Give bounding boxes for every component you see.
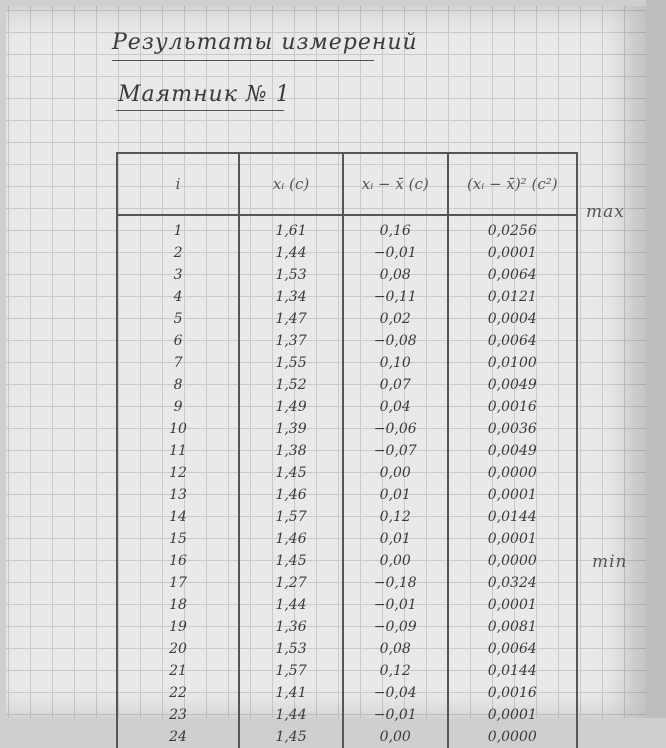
table-row — [117, 215, 577, 242]
cell-deviation: 0,04 — [343, 396, 448, 418]
subtitle-underline — [116, 110, 284, 111]
max-note: max — [586, 202, 625, 222]
table-row — [117, 286, 577, 308]
header-index: i — [117, 153, 239, 215]
cell-x: 1,45 — [239, 550, 343, 572]
cell-deviation-squared: 0,0000 — [448, 726, 577, 748]
cell-deviation-squared: 0,0016 — [448, 396, 577, 418]
cell-index: 10 — [117, 418, 239, 440]
table-row — [117, 396, 577, 418]
table-row — [117, 594, 577, 616]
cell-x: 1,55 — [239, 352, 343, 374]
cell-deviation-squared: 0,0000 — [448, 550, 577, 572]
cell-deviation: 0,12 — [343, 660, 448, 682]
cell-x: 1,39 — [239, 418, 343, 440]
cell-deviation-squared: 0,0324 — [448, 572, 577, 594]
header-deviation-squared: (xᵢ − x̄)² (c²) — [448, 153, 577, 215]
cell-x: 1,44 — [239, 242, 343, 264]
cell-deviation: 0,10 — [343, 352, 448, 374]
cell-x: 1,46 — [239, 484, 343, 506]
cell-x: 1,44 — [239, 594, 343, 616]
cell-index: 22 — [117, 682, 239, 704]
cell-x: 1,53 — [239, 638, 343, 660]
cell-deviation: 0,01 — [343, 528, 448, 550]
cell-deviation: 0,00 — [343, 726, 448, 748]
cell-index: 16 — [117, 550, 239, 572]
cell-deviation: 0,00 — [343, 550, 448, 572]
cell-index: 6 — [117, 330, 239, 352]
cell-deviation: −0,07 — [343, 440, 448, 462]
cell-deviation-squared: 0,0144 — [448, 506, 577, 528]
cell-index: 21 — [117, 660, 239, 682]
table-row — [117, 550, 577, 572]
table-row — [117, 616, 577, 638]
cell-deviation-squared: 0,0016 — [448, 682, 577, 704]
table-row — [117, 462, 577, 484]
cell-deviation-squared: 0,0081 — [448, 616, 577, 638]
cell-index: 9 — [117, 396, 239, 418]
cell-deviation-squared: 0,0036 — [448, 418, 577, 440]
cell-index: 20 — [117, 638, 239, 660]
measurement-table — [116, 152, 578, 748]
cell-x: 1,34 — [239, 286, 343, 308]
table-row — [117, 242, 577, 264]
cell-deviation-squared: 0,0100 — [448, 352, 577, 374]
cell-deviation-squared: 0,0001 — [448, 528, 577, 550]
cell-deviation-squared: 0,0001 — [448, 484, 577, 506]
cell-deviation: 0,08 — [343, 264, 448, 286]
cell-index: 24 — [117, 726, 239, 748]
table-row — [117, 682, 577, 704]
cell-x: 1,47 — [239, 308, 343, 330]
cell-x: 1,49 — [239, 396, 343, 418]
cell-index: 13 — [117, 484, 239, 506]
cell-index: 1 — [117, 215, 239, 242]
cell-index: 23 — [117, 704, 239, 726]
cell-x: 1,41 — [239, 682, 343, 704]
table-row — [117, 484, 577, 506]
cell-index: 7 — [117, 352, 239, 374]
cell-deviation-squared: 0,0121 — [448, 286, 577, 308]
cell-index: 2 — [117, 242, 239, 264]
header-x: xᵢ (c) — [239, 153, 343, 215]
cell-x: 1,44 — [239, 704, 343, 726]
table-row — [117, 660, 577, 682]
cell-index: 12 — [117, 462, 239, 484]
table-row — [117, 440, 577, 462]
title-underline — [112, 60, 374, 61]
cell-x: 1,57 — [239, 660, 343, 682]
cell-deviation-squared: 0,0001 — [448, 242, 577, 264]
cell-index: 4 — [117, 286, 239, 308]
cell-x: 1,38 — [239, 440, 343, 462]
cell-x: 1,37 — [239, 330, 343, 352]
cell-index: 11 — [117, 440, 239, 462]
page-edge-shadow — [646, 0, 666, 718]
cell-deviation: 0,16 — [343, 215, 448, 242]
cell-x: 1,36 — [239, 616, 343, 638]
cell-x: 1,61 — [239, 215, 343, 242]
cell-deviation: 0,12 — [343, 506, 448, 528]
cell-deviation-squared: 0,0256 — [448, 215, 577, 242]
cell-deviation-squared: 0,0049 — [448, 440, 577, 462]
cell-deviation-squared: 0,0049 — [448, 374, 577, 396]
cell-index: 19 — [117, 616, 239, 638]
cell-x: 1,52 — [239, 374, 343, 396]
title-pendulum: Маятник № 1 — [118, 82, 291, 107]
cell-deviation: −0,11 — [343, 286, 448, 308]
cell-deviation: −0,01 — [343, 594, 448, 616]
cell-deviation: 0,00 — [343, 462, 448, 484]
table-header-row — [117, 153, 577, 215]
cell-deviation: 0,01 — [343, 484, 448, 506]
table-row — [117, 352, 577, 374]
table-row — [117, 308, 577, 330]
cell-deviation: −0,06 — [343, 418, 448, 440]
table-row — [117, 506, 577, 528]
cell-index: 15 — [117, 528, 239, 550]
table-row — [117, 572, 577, 594]
cell-deviation-squared: 0,0064 — [448, 264, 577, 286]
cell-deviation: −0,18 — [343, 572, 448, 594]
cell-x: 1,46 — [239, 528, 343, 550]
cell-deviation: −0,01 — [343, 704, 448, 726]
table-row — [117, 330, 577, 352]
table-body — [117, 215, 577, 748]
cell-deviation-squared: 0,0004 — [448, 308, 577, 330]
cell-deviation-squared: 0,0000 — [448, 462, 577, 484]
cell-deviation-squared: 0,0144 — [448, 660, 577, 682]
cell-deviation: 0,08 — [343, 638, 448, 660]
cell-deviation: −0,09 — [343, 616, 448, 638]
cell-index: 5 — [117, 308, 239, 330]
cell-x: 1,53 — [239, 264, 343, 286]
cell-x: 1,27 — [239, 572, 343, 594]
cell-deviation-squared: 0,0001 — [448, 594, 577, 616]
table-row — [117, 264, 577, 286]
table-row — [117, 638, 577, 660]
cell-deviation-squared: 0,0064 — [448, 330, 577, 352]
cell-deviation: −0,08 — [343, 330, 448, 352]
cell-deviation: −0,01 — [343, 242, 448, 264]
cell-x: 1,57 — [239, 506, 343, 528]
cell-x: 1,45 — [239, 462, 343, 484]
cell-index: 14 — [117, 506, 239, 528]
table-row — [117, 726, 577, 748]
title-results: Результаты измерений — [112, 30, 418, 55]
min-note: min — [592, 552, 628, 572]
cell-index: 8 — [117, 374, 239, 396]
table-row — [117, 374, 577, 396]
table-row — [117, 418, 577, 440]
cell-index: 17 — [117, 572, 239, 594]
table-row — [117, 528, 577, 550]
cell-deviation: 0,07 — [343, 374, 448, 396]
cell-index: 18 — [117, 594, 239, 616]
cell-deviation: 0,02 — [343, 308, 448, 330]
table-row — [117, 704, 577, 726]
cell-index: 3 — [117, 264, 239, 286]
cell-deviation-squared: 0,0064 — [448, 638, 577, 660]
cell-x: 1,45 — [239, 726, 343, 748]
cell-deviation: −0,04 — [343, 682, 448, 704]
cell-deviation-squared: 0,0001 — [448, 704, 577, 726]
header-deviation: xᵢ − x̄ (c) — [343, 153, 448, 215]
